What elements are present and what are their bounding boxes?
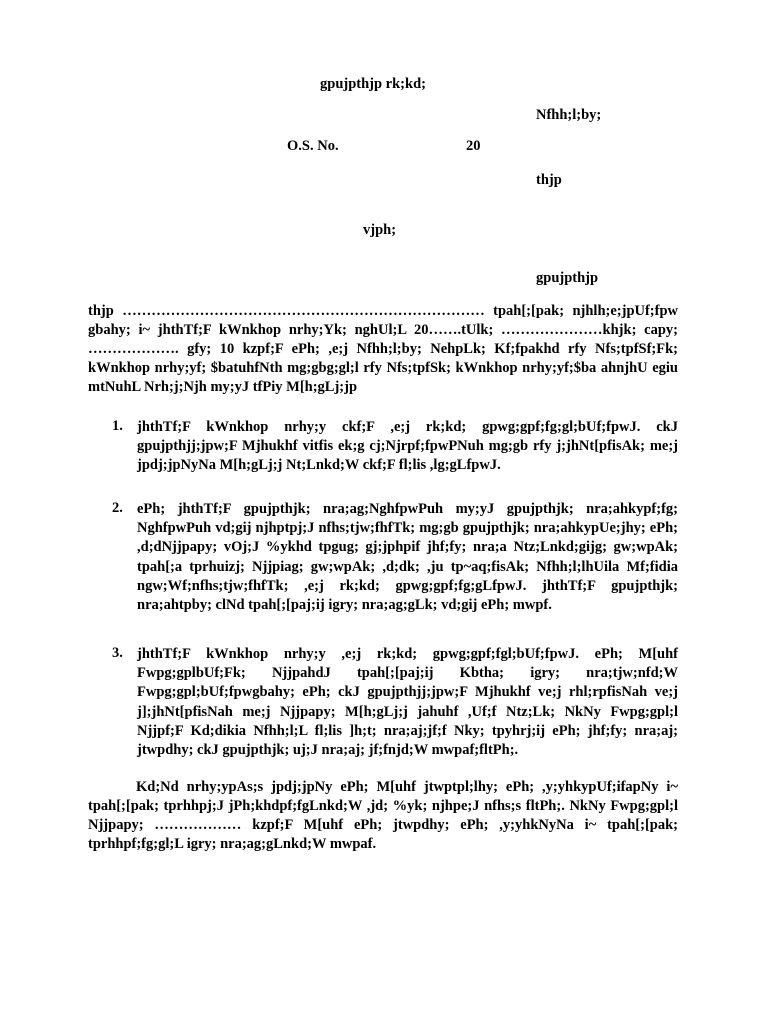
list-item-number: 3.	[112, 645, 123, 661]
court-label: Nfhh;l;by;	[536, 107, 602, 123]
document-title: gpujpthjp rk;kd;	[320, 76, 426, 92]
intro-paragraph: thjp ………………………………………………………………… tpah[;[pak; njhlh;e;jpUf;fpw gbahy; i~ jhthTf;F kWnkhop nrhy;Yk; nghUl;L 20…….tUlk; …………………khjk; capy; ………………. gfy; 10 kzpf;F ePh; ,e;j Nfhh;l;by; NehpLk; Kf;fpakhd rfy Nfs;tpfSf;Fk; kWnkhop nrhy;yf; $batuhfNth mg;gbg;gl;l rfy Nfs;tpfSk; kWnkhop nrhy;yf;$ba ahnjhU egiu mtNuhL Nrh;j;Njh my;yJ tfPiy M[h;gLj;jp	[88, 303, 678, 395]
list-item-text: jhthTf;F kWnkhop nrhy;y ckf;F ,e;j rk;kd; gpwg;gpf;fg;gl;bUf;fpwJ. ckJ gpujpthjj;jpw;F Mjhukhf vitfis ek;g cj;Njrpf;fpwPNuh mg;gb rfy j;jhNt[pfisAk; me;j jpdj;jpNyNa M[h;gLj;j Nt;Lnkd;W ckf;F fl;lis ,lg;gLfpwJ.	[137, 419, 678, 474]
list-item-text: jhthTf;F kWnkhop nrhy;y ,e;j rk;kd; gpwg;gpf;fgl;bUf;fpwJ. ePh; M[uhf Fwpg;gplbUf;Fk; NjjpahdJ tpah[;[paj;ij Kbtha; igry; nra;tjw;nfd;W Fwpg;gpl;bUf;fpwgbahy; ePh; ckJ gpujpthjj;jpw;F Mjhukhf ve;j rhl;rpfisNah ve;j j];jhNt[pfisNah me;j Njjpapy; M[h;gLj;j jahuhf ,Uf;f Ntz;Lk; NkNy Fwpg;gpl;l Njjpf;F Kd;dikia Nfhh;l;L fl;lis ]h;t; nra;aj;jf;f Nky; tpyhrj;ij ePh; jhf;fy; nra;aj; jtwpdhy; ckJ gpujpthjk; uj;J nra;aj; jf;fnjd;W mwpaf;fltPh;.	[137, 646, 678, 759]
os-number-label: O.S. No.	[287, 138, 339, 154]
os-year: 20	[466, 138, 481, 154]
defendant-label: gpujpthjp	[536, 270, 599, 286]
versus-label: vjph;	[363, 222, 397, 238]
plaintiff-label: thjp	[536, 172, 562, 188]
list-item-text: ePh; jhthTf;F gpujpthjk; nra;ag;NghfpwPuh my;yJ gpujpthjk; nra;ahkypf;fg; NghfpwPuh vd;gij njhptpj;J nfhs;tjw;fhfTk; mg;gb gpujpthjk; nra;ahkypUe;jhy; ePh; ,d;dNjjpapy; vOj;J %ykhd tpgug; gj;jphpif jhf;fy; nra;a Ntz;Lnkd;gijg; gw;wpAk; tpah[;a tprhuizj; Njjpiag; gw;wpAk; ,d;dk; ,ju tp~aq;fisAk; Nfhh;l;lhUila Mf;fidia ngw;Wf;nfhs;tjw;fhfTk; ,e;j rk;kd; gpwg;gpf;fg;gLfpwJ. jhthTf;F gpujpthjk; nra;ahtpby; clNd tpah[;[paj;ij igry; nra;ag;gLk; vd;gij ePh; mwpf.	[137, 501, 678, 614]
closing-paragraph: Kd;Nd nrhy;ypAs;s jpdj;jpNy ePh; M[uhf jtwptpl;lhy; ePh; ,y;yhkypUf;ifapNy i~ tpah[;[pak; tprhhpj;J jPh;khdpf;fgLnkd;W ,jd; %yk; njhpe;J nfhs;s fltPh;. NkNy Fwpg;gpl;l Njjpapy; ……………… kzpf;F M[uhf ePh; jtwpdhy; ePh; ,y;yhkNyNa i~ tpah[;[pak; tprhhpf;fg;gl;L igry; nra;ag;gLnkd;W mwpaf.	[88, 779, 678, 852]
list-item-number: 1.	[112, 418, 123, 434]
list-item-number: 2.	[112, 500, 123, 516]
